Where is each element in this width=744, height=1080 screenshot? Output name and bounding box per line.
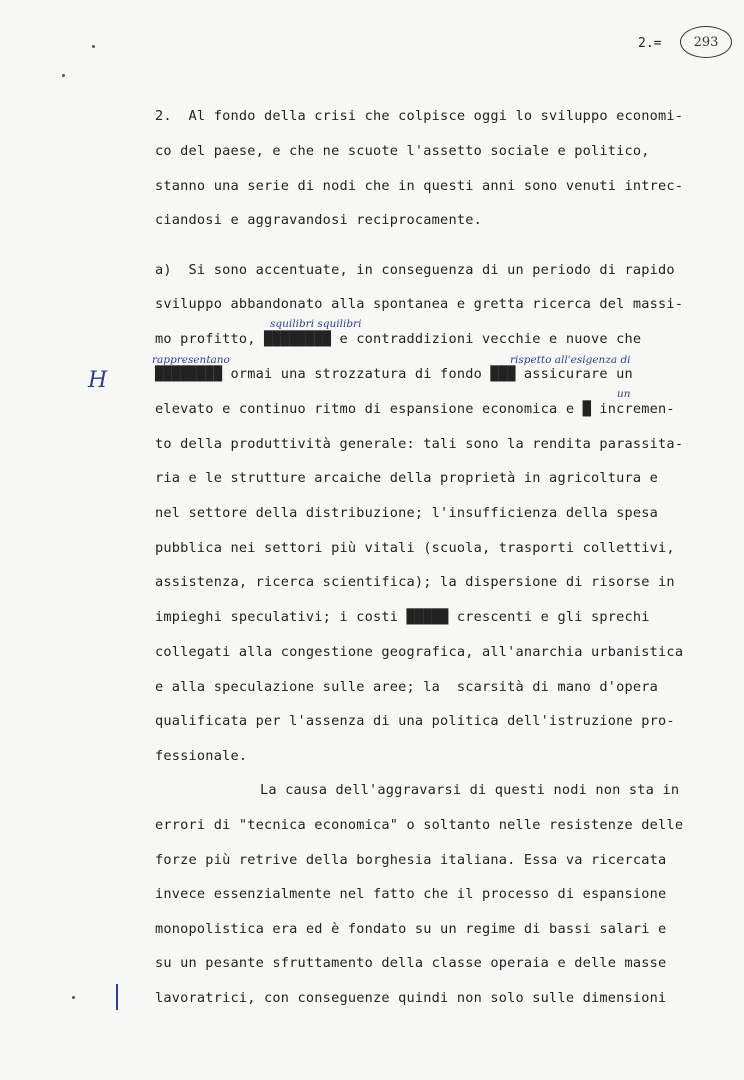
handwritten-annotation: squilibri squilibri — [270, 318, 362, 330]
handwritten-annotation: rappresentano — [152, 354, 230, 366]
text-line: mo profitto, ████████ e contraddizioni vecchie e nuove che — [155, 331, 642, 347]
margin-mark: H — [88, 368, 108, 393]
text-line: ████████ ormai una strozzatura di fondo ███ assicurare un — [155, 366, 633, 382]
text-line: fessionale. — [155, 748, 248, 764]
stray-mark — [92, 45, 95, 48]
text-line: a) Si sono accentuate, in conseguenza di un periodo di rapido — [155, 262, 675, 278]
margin-tick — [116, 984, 118, 1010]
text-line: 2. Al fondo della crisi che colpisce oggi lo sviluppo economi- — [155, 108, 684, 124]
text-line: co del paese, e che ne scuote l'assetto sociale e politico, — [155, 143, 650, 159]
text-line: forze più retrive della borghesia italiana. Essa va ricercata — [155, 852, 667, 868]
text-line: ciandosi e aggravandosi reciprocamente. — [155, 212, 482, 228]
text-line: stanno una serie di nodi che in questi anni sono venuti intrec- — [155, 178, 684, 194]
text-line: invece essenzialmente nel fatto che il processo di espansione — [155, 886, 667, 902]
text-line: nel settore della distribuzione; l'insufficienza della spesa — [155, 505, 659, 521]
stray-mark — [72, 996, 75, 999]
text-line: errori di "tecnica economica" o soltanto nelle resistenze delle — [155, 817, 684, 833]
text-line: elevato e continuo ritmo di espansione economica e █ incremen- — [155, 401, 675, 417]
page-number: 2.= — [638, 36, 662, 51]
text-line: ria e le strutture arcaiche della proprietà in agricoltura e — [155, 470, 659, 486]
handwritten-annotation: rispetto all'esigenza di — [510, 354, 631, 366]
text-line: assistenza, ricerca scientifica); la dispersione di risorse in — [155, 574, 675, 590]
text-line: to della produttività generale: tali sono la rendita parassita- — [155, 436, 684, 452]
stamp-number: 293 — [693, 34, 719, 50]
stray-mark — [62, 74, 65, 77]
text-line: sviluppo abbandonato alla spontanea e gretta ricerca del massi- — [155, 296, 684, 312]
text-line: e alla speculazione sulle aree; la scarsità di mano d'opera — [155, 679, 659, 695]
text-line: monopolistica era ed è fondato su un regime di bassi salari e — [155, 921, 667, 937]
text-line: La causa dell'aggravarsi di questi nodi non sta in — [260, 782, 680, 798]
archive-stamp — [680, 26, 732, 58]
text-line: impieghi speculativi; i costi █████ crescenti e gli sprechi — [155, 609, 650, 625]
text-line: collegati alla congestione geografica, all'anarchia urbanistica — [155, 644, 684, 660]
handwritten-annotation: un — [617, 388, 631, 400]
text-line: lavoratrici, con conseguenze quindi non solo sulle dimensioni — [155, 990, 667, 1006]
text-line: pubblica nei settori più vitali (scuola, trasporti collettivi, — [155, 540, 675, 556]
text-line: su un pesante sfruttamento della classe operaia e delle masse — [155, 955, 667, 971]
text-line: qualificata per l'assenza di una politica dell'istruzione pro- — [155, 713, 675, 729]
